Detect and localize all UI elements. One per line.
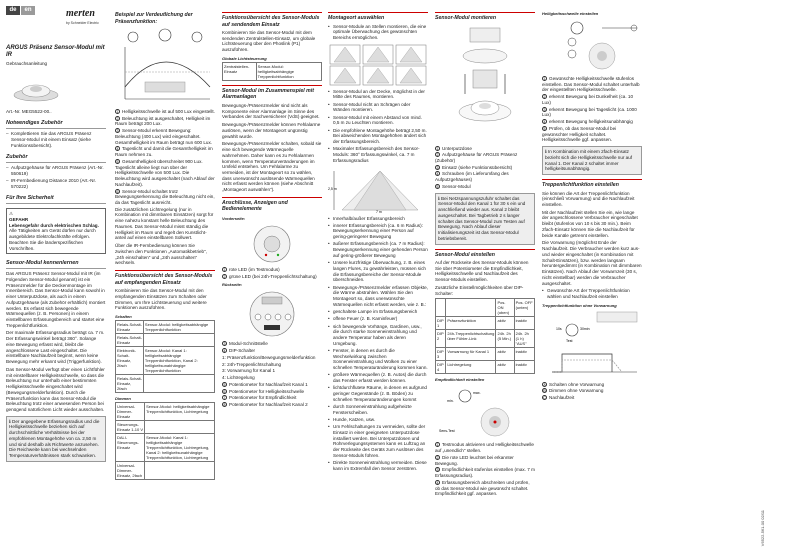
back-label: Rückseite:	[222, 282, 243, 288]
legend-item: 7 Potentiometer für Empfindlichkeit	[223, 395, 297, 401]
legend-item: 3 Einsatz (siehe Funktionsübersicht)	[436, 164, 513, 170]
switching-heading: Schalten	[115, 314, 132, 320]
table-row: Zentralstellen-Einsatz Sensor-Modul: helligkeitsabhängige Treppenlichtfunktion	[223, 62, 322, 80]
legend-item: 6 Sensor-Modul schaltet trotz Bewegungserkennung die Beleuchtung nicht ein, da das Tageslicht ausreicht.	[115, 188, 215, 206]
section-required-accessory: Notwendiges Zubehör	[6, 120, 106, 129]
light-control-paragraph: Die zusätzlichen Lichtregelung (nur in Kombination mit dimmbaren Einsätzen) sorgt für eine nahezu konstant helle Beleuchtung des Raumes. Das Sensor-Modul misst ständig die Helligkeit im Raum und regelt den Kunstlicht-anteil auf einen einstellbaren Sollwert.	[115, 206, 214, 241]
list-item: • durch Sonneneinstrahlung aufgeheizte Fensterscheiben.	[328, 404, 428, 415]
location-examples-diagram	[328, 43, 428, 87]
list-item: • Innerhalb/außer Erfassungsbereich	[328, 216, 428, 222]
table-row: DIP 2 24h-Treppenlichtschaltung über Fühler-Link 24h. 2h (5 Min.) 24h. 2h (1 h) "AUS"	[436, 330, 535, 348]
location-title: Montageort auswählen	[328, 12, 428, 22]
legend-item: 4 erkennt Bewegung helligkeitsunabhängig	[543, 119, 633, 125]
legend-item: 4 DIP-Schalter	[223, 348, 256, 354]
list-item: • Sensor-Modul an der Decke, möglichst in der Mitte des Raumes, montieren.	[328, 89, 428, 100]
presence-example-title: Beispiel zur Verdeutlichung der Präsenzfunktion:	[115, 12, 193, 25]
lang-de-tab[interactable]: de	[6, 6, 20, 15]
info-icon: ℹ	[545, 149, 549, 155]
location-list-1	[328, 24, 428, 41]
staircase-list	[542, 288, 642, 299]
dip-table	[435, 298, 535, 374]
required-accessory-list	[6, 131, 106, 148]
list-item: • Um Fehlschaltungen zu vermeiden, sollte der Einsatz in einer geeigneten Unterputzdose installiert werden. Bei Unterputzdosen und Rohrverlegungssystemen kann es Luftzug an der Rückseite des Geräts zum Auslösen des Sensor-Moduls führen.	[328, 424, 428, 458]
legend-item: 5 Gesamthelligkeit überschreitet 900 Lux. Tageslicht alleine liegt nun über der Helligkeitsschwelle von 500 Lux. Die Beleuchtung wird ausgeschaltet (nach Ablauf der Nachlaufzeit).	[115, 158, 215, 187]
danger-heading: GEFAHR	[9, 216, 29, 222]
mounting-title: Sensor-Modul montieren	[435, 12, 535, 22]
legend-item: 2: 24h-Treppenlichtschaltung	[222, 361, 282, 367]
know-paragraph-3: Das Sensor-Modul verfügt über einen Lichtfühler mit einstellbarer Helligkeitsschwelle, so dass die Beleuchtung nur unterhalb einer bestimmten Helligkeitsschwelle eingeschaltet wird (Bewegungsmelderfunktion). Durch die Präsenzfunktion kann das Sensor-Modul die Beleuchtung trotz einer anwesenden Person bei genügend natürlichem Licht wieder ausschalten.	[6, 366, 105, 413]
table-row: Relais-Schalt-Einsatz, 2fach	[116, 375, 215, 393]
legend-item: 2 Die rote LED leuchtet bei erkannter Bewegung.	[435, 454, 514, 466]
staircase-30min-label: 30min	[580, 326, 590, 331]
dimming-heading: Dimmen	[115, 396, 131, 402]
lang-en-tab[interactable]: en	[21, 6, 35, 15]
staircase-10s-label: 10s	[556, 326, 562, 331]
legend-item: 6 Potentiometer für Helligkeitsschwelle	[223, 388, 305, 394]
legend-item: 2 grüne LED (bei 24h-Treppenlichtschaltung)	[223, 273, 317, 279]
info-text: Der angegebene Erfassungsradius und die Helligkeitsschwelle beziehen sich auf durchschnittliche Verhältnisse bei der empfohlenen Montagehöhe von ca. 2,50 m und sind deshalb als Richtwerte anzusehen. Die Reichweite kann bei wechselnden Temperaturverhältnissen stark schwanken.	[9, 418, 100, 459]
sensitivity-heading: Empfindlichkeit einstellen	[435, 377, 485, 383]
legend-item: 4 Schrauben (im Lieferumfang des Aufputzgehäuses)	[435, 171, 509, 183]
section-safety: Für Ihre Sicherheit	[6, 195, 106, 204]
list-item: • Sensor-Modul nicht an Schrägen oder Wänden montieren.	[328, 102, 428, 113]
info-text: Bei Netzspannungszufuhr schaltet das Sensor-Modul den Kanal 1 für 30 s ein und anschließend wieder aus. Kanal 2 bleibt ausgeschaltet. Bei Tagbetrieb 2 s langer schaltet das Sensor-Modul zum Testen auf Bewegung. Nach Ablauf dieser Initialisierungszeit ist das Sensor-Modul betriebsbereit.	[438, 195, 526, 241]
legend-item: 1: Präsenzfunktion/Bewegungsmelderfunktion	[222, 354, 316, 360]
list-item: • Maximaler Erfassungsbereich des Sensor-Moduls: 360° Erfassungswinkel, ca. 7 m Erfassungsradius	[328, 146, 428, 163]
list-item: • Gewünschte Art der Treppenlichtfunktion wählen und Nachlaufzeit einstellen	[542, 288, 642, 299]
table-row: DIP 3 Vorwarnung für Kanal 1 aktiv inaktiv	[436, 348, 535, 361]
list-item: • Hunde, Katzen, usw.	[328, 417, 428, 423]
table-row: DALI-Steuerungs-Einsatz Sensor-Modul: Kanal 1: helligkeitsabhängige Treppenlichtfunktion, Lichtregelung, Kanal 2: helligkeitsunabhängige Treppenlichtfunktion, Lichtregelung	[116, 434, 215, 462]
sens-max-label: max.	[473, 391, 481, 396]
detection-area-diagram	[328, 166, 428, 214]
alarm-title: Sensor-Modul im Zusammenspiel mit Alarmanlagen	[222, 85, 322, 101]
know-paragraph-2: Der maximale Erfassungsradius beträgt ca. 7 m. Der Erfassungswinkel beträgt 360°. Solange eine Bewegung erfasst wird, bleibt die angeschlossene Last eingeschaltet. Die einstellbare Nachlaufzeit beginnt, wenn keine Bewegung mehr erkannt wird (Triggerfunktion).	[6, 330, 105, 365]
warning-triangle-icon: ⚠	[9, 211, 14, 217]
know-paragraph-1: Das ARGUS Präsenz Sensor-Modul mit IR (im Folgenden Sensor-Modul genannt) ist ein Präsenzmelder für die Deckenmontage im Innenbereich. Das Sensor-Modul kann sowohl in einer Unterputzdose, als auch in einem Aufputzgehäuse (als Zubehör erhältlich) montiert werden. Es erfasst sich bewegende Wärmequellen (z. B. Personen) in einem einstellbaren Erfassungsbereich und startet eine Treppenlichtfunktion.	[6, 271, 106, 328]
list-item: • Sensor-Modul mit einem Abstand von mind. 0,5 m zu Leuchten montieren.	[328, 115, 428, 126]
list-item: • Unsere kurzfristige Überwachung, z. B. eines langen Flures, zu gewährleisten, müssen sich die Erfassungsbereiche der Sensor-Module überschneiden.	[328, 260, 428, 283]
staircase-paragraph-2: Mit der Nachlaufzeit stellen Sie ein, wie lange der angeschlossene Verbraucher eingeschaltet bleibt (stufenlos von 10 s bis 30 min.). Beim 2fach-Einsatz können Sie die Nachlaufzeit für beide Kanäle getrennt einstellen.	[542, 209, 638, 238]
list-item: • innerer Erfassungsbereich (ca. 6 m Radius): Bewegungserkennung einer Person auf gering-geringerer Bewegung	[328, 223, 428, 240]
document-number: V6522-561-00 02/11	[760, 509, 765, 546]
legend-item: 4 Tageslicht und damit die Gesamthelligkeit im Raum nehmen zu.	[115, 146, 213, 158]
legend-item: 3 Sensor-Modul erkennt Bewegung: Beleuchtung (400 Lux) wird eingeschaltet. Gesamthelligkeit im Raum beträgt nun 600 Lux.	[115, 128, 213, 145]
table-row: DIP 4 Lichtregelung aktiv inaktiv	[436, 361, 535, 374]
height-label: 2,5 m	[328, 186, 337, 191]
legend-item: 1 Testmodus aktivieren und Helligkeitsschwelle auf „unendlich" stellen.	[435, 442, 534, 454]
list-item: • Fenster, in denen es durch die Wechselwirkung zwischen Sonneneinstrahlung und Wolken zu einer schnellen Temperaturänderung kommen kann.	[328, 348, 428, 371]
settings-paragraph-2: Zusätzliche Einstellmöglichkeiten über DIP-Schalter:	[435, 284, 524, 296]
radius-label: 7 m	[376, 209, 382, 214]
legend-item: B Dimmen ohne Vorwarnung	[543, 388, 604, 394]
article-number: Art.-Nr. MEG5522-00..	[6, 108, 52, 114]
list-item: – IR-Fernbedienung Distance 2010 (Art.-Nr. 570222)	[6, 178, 106, 189]
info-text: In Kombination mit einem 2fach-Einsatz bezieht sich die Helligkeitsschwelle nur auf Kanal 1. Der Kanal 2 schaltet immer helligkeitsunabhängig.	[545, 149, 633, 172]
settings-paragraph-1: Auf der Rückseite des Sensor-Moduls können Sie über Potentiometer die Empfindlichkeit, Helligkeitsschwelle und Nachlaufzeit des Sensor-Moduls einstellen.	[435, 260, 529, 283]
presence-legend	[115, 109, 215, 206]
list-item: • Die empfohlene Montagehöhe beträgt 2,50 m. Bei abweichenden Montagehöhen ändert sich der Erfassungsbereich.	[328, 128, 428, 145]
legend-item: 3 Modul-Schnittstelle	[223, 341, 268, 347]
function-overview-receiving-text: Kombinieren Sie das Sensor-Modul mit den empfangenden Einsätzen zum Schalten oder Dimmen, um Ihre Lichtsteuerung und weitere Funktionen auszuführen.	[115, 288, 207, 311]
legend-item: 2 erkennt Bewegung bei Dunkelheit (ca. 10 Lux)	[542, 94, 634, 105]
front-view-diagram	[222, 223, 322, 265]
table-row: Relais-Schalt-Einsatz	[116, 334, 215, 347]
table-row: Universal-Dimmer-Einsatz Sensor-Modul: helligkeitsabhängige Treppenlichtfunktion, Lichtregelung	[116, 403, 215, 421]
legend-item: 1 Helligkeitsschwelle ist auf 500 Lux eingestellt.	[116, 109, 215, 114]
list-item: • größere Wärmequellen (z. B. Autos) die durch das Fenster erfasst werden können.	[328, 372, 428, 383]
sensitivity-diagram	[435, 384, 535, 440]
alarm-paragraph-2: Bewegungs-/Präsenzmelder können Fehlalarme auslösen, wenn der Montageort ungünstig gewählt wurde.	[222, 122, 321, 139]
init-info-box	[435, 193, 535, 245]
function-overview-sending-title: Funktionsübersicht des Sensor-Moduls auf sendendem Einsatz	[222, 12, 322, 28]
sensor-image	[6, 69, 106, 107]
danger-text: Alle Tätigkeiten am Gerät dürfen nur durch ausgebildete Elektrofachkräfte erfolgen. Beachten Sie die länderspezifischen Vorschriften.	[9, 228, 96, 251]
function-overview-sending-text: Kombinieren Sie das Sensor-Modul mit dem sendenden Zentralstellen-Einsatz, um globale Lichtsteuerung über den Phoslink (P1) auszuführen.	[222, 30, 316, 53]
sens-test-label: Sens-Test	[439, 429, 455, 434]
location-list-2	[328, 89, 428, 164]
column-3	[222, 0, 322, 560]
settings-title: Sensor-Modul einstellen	[435, 249, 535, 259]
section-accessories: Zubehör	[6, 154, 106, 163]
staircase-paragraph-1: Sie können die Art der Treppenlichtfunktion (einschließ Vorwarnung) und die Nachlaufzeit einstellen.	[542, 190, 635, 207]
product-subtitle: Gebrauchsanleitung	[6, 60, 48, 66]
list-item: • offene Feuer (z. B. Kaminfeuer)	[328, 316, 428, 322]
legend-item: 3 erkennt Bewegung bei Tageslicht (ca. 1000 Lux)	[542, 106, 637, 118]
mounting-diagram	[435, 24, 535, 144]
brightness-diagram	[542, 18, 642, 74]
sensitivity-legend	[435, 442, 535, 497]
global-control-heading: Globale Lichtsteuerung	[222, 55, 267, 61]
table-row: Universal-Dimmer-Einsatz, 2fach	[116, 462, 215, 480]
brightness-info-box	[542, 146, 642, 175]
brightness-legend	[542, 76, 642, 143]
switching-table	[115, 320, 215, 393]
back-view-diagram	[222, 289, 322, 339]
dimming-table	[115, 402, 215, 480]
legend-item: 1 Gewünschte Helligkeitsschwelle stufenlos einstellen. Das Sensor-Modul schaltet unterhalb der eingestellten Helligkeitsschwelle.	[542, 76, 640, 93]
danger-box	[6, 208, 106, 254]
column-1	[6, 0, 106, 560]
staircase-no-warning-heading: Treppenlichtfunktion ohne Vorwarnung	[542, 302, 617, 308]
legend-item: 2 Beleuchtung ist ausgeschaltet, Helligkeit im Raum beträgt 200 Lux.	[115, 115, 211, 127]
legend-item: A Schalten ohne Vorwarnung	[543, 381, 605, 387]
legend-item: 1 Unterputzdose	[436, 145, 472, 151]
staircase-legend	[542, 382, 642, 401]
legend-item: 1 rote LED (im Testmodus)	[223, 266, 280, 272]
list-item: – Aufputzgehäuse für ARGUS Präsenz (Art.-Nr. 550619)	[6, 165, 106, 176]
list-item: – Komplettieren Sie das ARGUS Präsenz Sensor-Modul mit einem Einsatz (siehe Funktionsübersicht).	[6, 131, 106, 148]
legend-item: 3: Vorwarnung für Kanal 1	[222, 368, 276, 374]
legend-item: 5 Sensor-Modul	[436, 183, 471, 189]
danger-bold: Lebensgefahr durch elektrischen Schlag.	[9, 222, 99, 228]
brand-logo: merten	[66, 8, 95, 19]
alarm-paragraph-3: Bewegungs-/Präsenzmelder schalten, sobald sie eine sich bewegende Wärmequelle wahrnehmen. Daher kann es zu Fehlalarmen kommen, wenn Temperaturveränderungen im Umfeld entstehen. Um Fehlalarme zu vermeiden, ist der Montageort so zu wählen, dass unerwünscht auslösende Wärmequellen nicht erfasst werden können (siehe Abschnitt „Montageort auswählen").	[222, 141, 322, 193]
table-row: DIP 1 Präsenzfunktion aktiv inaktiv	[436, 317, 535, 330]
product-title: ARGUS Präsenz Sensor-Modul mit IR	[6, 44, 105, 59]
section-know-module: Sensor-Modul kennenlernen	[6, 260, 106, 269]
list-item: • Bewegungs-/Präsenzmelder erfassen Objekte, die Wärme abstrahlen. Wählen Sie den Montageort so, dass unerwünschte Wärmequellen nicht erfasst werden, wie z. B.:	[328, 285, 428, 308]
legend-item: 5 Potentiometer für Nachlaufzeit Kanal 1	[223, 381, 308, 387]
list-item: • geschaltete Lampe im Erfassungsbereich	[328, 309, 428, 315]
column-6	[542, 0, 642, 560]
connections-title: Anschlüsse, Anzeigen und Bedienelemente	[222, 197, 322, 213]
staircase-title: Treppenlichtfunktion einstellen	[542, 179, 642, 189]
legend-item: 5 Prüfen, ob das Sensor-Modul bei gewünschter Helligkeit schaltet. Helligkeitsschwelle ggf. anpassen.	[542, 125, 617, 143]
table-row: Steuerungs-Einsatz 1-10 V	[116, 421, 215, 434]
back-legend	[222, 341, 322, 407]
legend-item: 2 Aufputzgehäuse für ARGUS Präsenz (Zubehör)	[435, 152, 518, 163]
alarm-paragraph-1: Bewegungs-/Präsenzmelder sind nicht als Komponente einer Alarmanlage im Sinne des Verbandes der Sachversicherer (VdS) geeignet.	[222, 102, 320, 120]
function-overview-receiving-title: Funktionsübersicht des Sensor-Moduls auf empfangenden Einsatz	[115, 270, 215, 286]
sens-min-label: min.	[447, 399, 454, 404]
legend-item: 8 Potentiometer für Nachlaufzeit Kanal 2	[223, 402, 308, 408]
list-item: • äußerer Erfassungsbereich (ca. 7 m Radius): Bewegungserkennung einer gehenden Person auf gering-größerer Bewegung	[328, 241, 428, 258]
legend-item: 4: Lichtregelung	[222, 375, 255, 381]
front-label: Vorderseite:	[222, 215, 246, 221]
legend-item: 3 Empfindlichkeit stufenlos einstellen (max. 7 m Erfassungsradius).	[435, 467, 535, 479]
column-5	[435, 0, 535, 560]
staircase-test-label: Test	[566, 338, 573, 343]
staircase-diagram	[542, 310, 642, 380]
table-header: Pos. ON (oben) Pos. OFF (unten)	[436, 299, 535, 317]
list-item: • lichtdurchflutete Räume, in denen es aufgrund geringer Gegenstände (z. B. Böden) zu schnellen Temperaturänderungen kommt	[328, 385, 428, 402]
mounting-legend	[435, 146, 535, 190]
global-control-table	[222, 62, 322, 81]
column-4	[328, 0, 428, 560]
legend-item: C Nachlaufzeit	[543, 395, 575, 401]
table-row: Elektronik-Schalt-Einsatz, 2fach Sensor-Modul: Kanal 1: helligkeitsabhängige Treppenlichtfunktion, Kanal 2: helligkeitsunabhängige Treppenlichtfunktion	[116, 347, 215, 375]
location-list-3	[328, 216, 428, 472]
info-icon: ℹ	[438, 195, 442, 201]
list-item: • sich bewegende Vorhänge, Gardinen, usw., die durch starke Sonneneinstrahlung und andere Temperatur haben als deren Umgebung.	[328, 324, 428, 347]
table-row: Relais-Schalt-Einsatz Sensor-Modul: helligkeitsabhängige Treppenlichtfunktion	[116, 321, 215, 334]
accessory-list	[6, 165, 106, 189]
info-box	[6, 416, 106, 462]
remote-paragraph: Über die IR-Fernbedienung können Sie zwischen den Funktionen „Automatikbetrieb", „24h einschalten" und „24h ausschalten" wechseln.	[115, 243, 208, 266]
presence-function-diagram	[115, 27, 215, 107]
info-icon: ℹ	[9, 418, 13, 424]
brightness-heading: Helligkeitsschwelle einstellen	[542, 11, 599, 16]
column-2	[115, 0, 215, 560]
list-item: • Sensor-Module an Stellen montieren, die eine optimale Überwachung des gewünschten Bereichs ermöglichen.	[328, 24, 428, 41]
list-item: • Direkte Sonneneinstrahlung vermeiden. Diese kann im Extremfall den Sensor zerstören.	[328, 460, 428, 471]
staircase-paragraph-3: Die Vorwarnung (möglichst Ende der Nachlaufzeit. Die Verbraucher werden kurz aus- und wieder eingeschaltet (in Kombination mit Schalt-Einsätzen), bzw. werden langsam heruntergedimmt (in Kombination mit dimmbaren Einsätzen). Nach Ablauf der Vorwarnzeit (30 s, nicht einstellbar) werden die Verbraucher ausgeschaltet.	[542, 240, 642, 286]
brand-sub: by Schneider Electric	[66, 20, 99, 25]
legend-item: 4 Erfassungsbereich abschreiten und prüfen, ob das Sensor-Modul wie gewünscht schaltet. Empfindlichkeit ggf. anpassen.	[435, 479, 530, 497]
